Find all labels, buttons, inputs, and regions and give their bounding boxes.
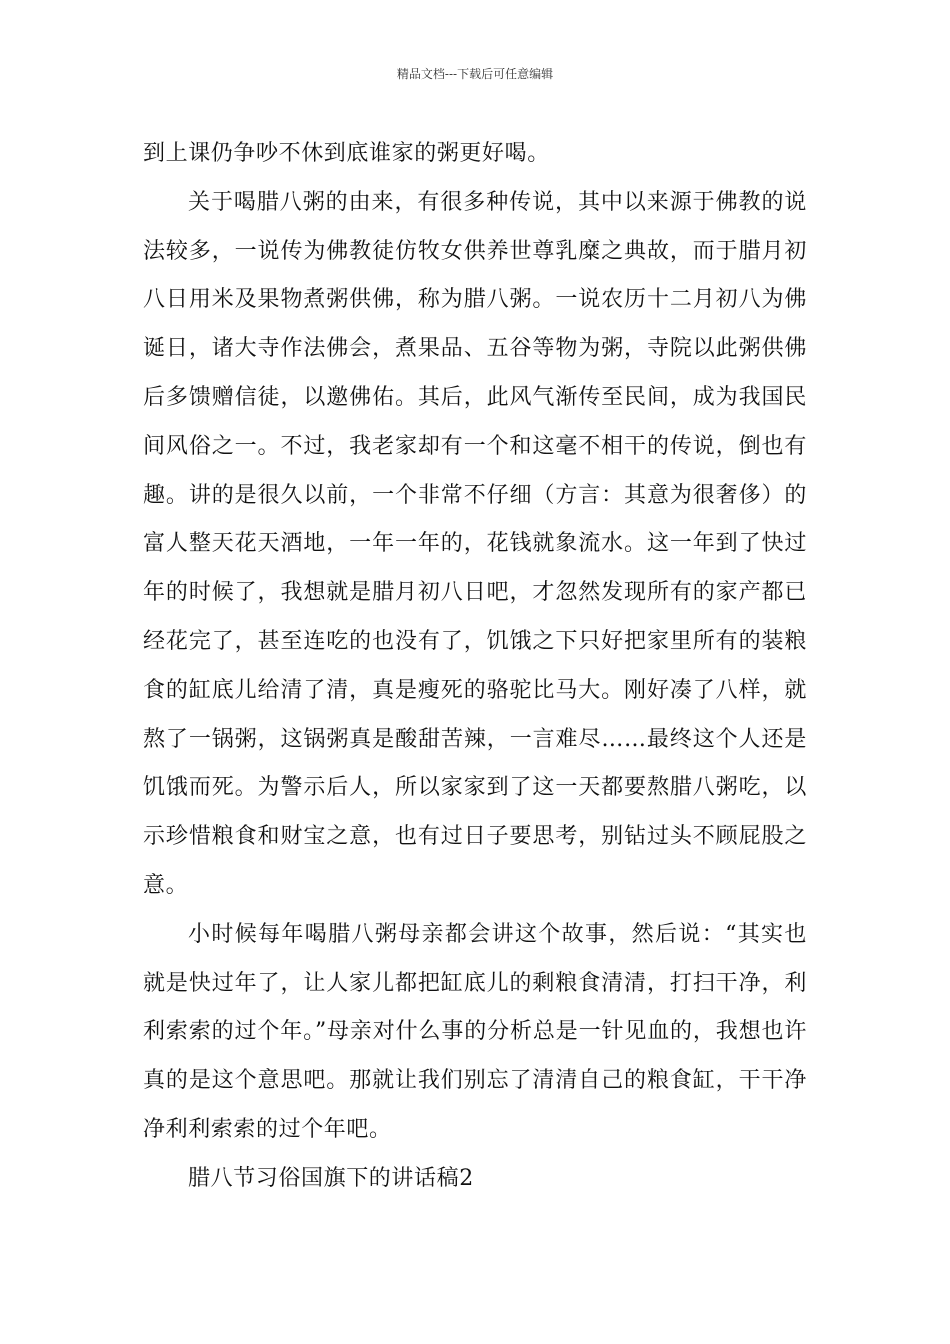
paragraph-mother-story: 小时候每年喝腊八粥母亲都会讲这个故事，然后说：“其实也就是快过年了，让人家儿都把缸底儿的剩粮食清清，打扫干净，利利索索的过个年。”母亲对什么事的分析总是一针见血的，我想也许真的是这个意思吧。那就让我们别忘了清清自己的粮食缸，干干净净利利索索的过个年吧。 [143, 921, 807, 1142]
section-heading: 腊八节习俗国旗下的讲话稿2 [188, 1165, 474, 1191]
paragraph-continuation: 到上课仍争吵不休到底谁家的粥更好喝。 [143, 141, 550, 166]
page-header: 精品文档---下载后可任意编辑 [396, 67, 554, 81]
paragraph-origin-legend: 关于喝腊八粥的由来，有很多种传说，其中以来源于佛教的说法较多，一说传为佛教徒仿牧女供养世尊乳糜之典故，而于腊月初八日用米及果物煮粥供佛，称为腊八粥。一说农历十二月初八为佛诞日，诸大寺作法佛会，煮果品、五谷等物为粥，寺院以此粥供佛后多馈赠信徒，以邀佛佑。其后，此风气渐传至民间，成为我国民间风俗之一。不过，我老家却有一个和这毫不相干的传说，倒也有趣。讲的是很久以前，一个非常不仔细（方言：其意为很奢侈）的富人整天花天酒地，一年一年的，花钱就象流水。这一年到了快过年的时候了，我想就是腊月初八日吧，才忽然发现所有的家产都已经花完了，甚至连吃的也没有了，饥饿之下只好把家里所有的装粮食的缸底儿给清了清，真是瘦死的骆驼比马大。刚好凑了八样，就熬了一锅粥，这锅粥真是酸甜苦辣，一言难尽……最终这个人还是饥饿而死。为警示后人，所以家家到了这一天都要熬腊八粥吃，以示珍惜粮食和财宝之意，也有过日子要思考，别钻过头不顾屁股之意。 [143, 189, 807, 898]
document-body [143, 130, 807, 1204]
